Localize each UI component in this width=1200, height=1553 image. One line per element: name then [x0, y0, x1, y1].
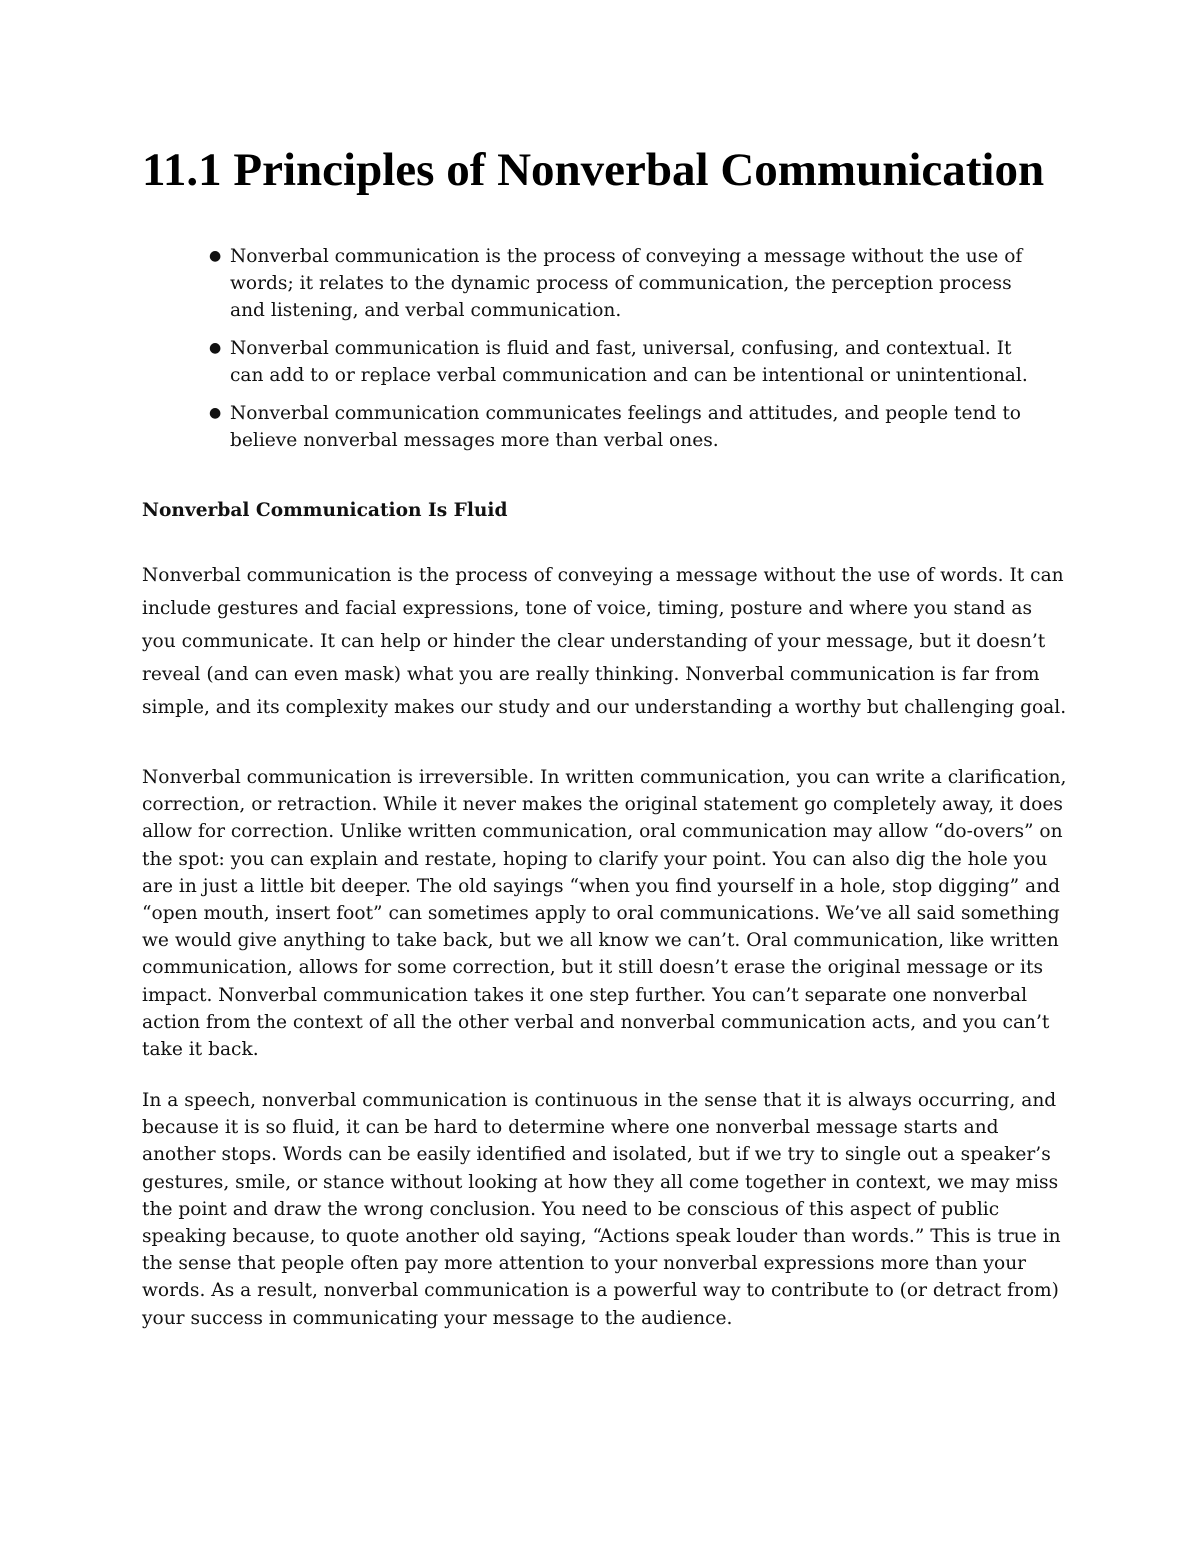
- page-title: 11.1 Principles of Nonverbal Communication: [142, 144, 1045, 196]
- bullet-text: Nonverbal communication is the process of conveying a message without the use of words; it relates to the dynamic process of communication, the perception process and listening, and verbal communication.: [230, 246, 1023, 321]
- body-paragraph: Nonverbal communication is irreversible. In written communication, you can write a clarification, correction, or retraction. While it never makes the original statement go completely away, it does allow for correction. Unlike written communication, oral communication may allow “do-overs” on the spot: you can explain and restate, hoping to clarify your point. You can also dig the hole you are in just a little bit deeper. The old sayings “when you find yourself in a hole, stop digging” and “open mouth, insert foot” can sometimes apply to oral communications. We’ve all said something we would give anything to take back, but we all know we can’t. Oral communication, like written communication, allows for some correction, but it still doesn’t erase the original message or its impact. Nonverbal communication takes it one step further. You can’t separate one nonverbal action from the context of all the other verbal and nonverbal communication acts, and you can’t take it back.: [142, 767, 1067, 1061]
- section-heading: Nonverbal Communication Is Fluid: [142, 500, 508, 521]
- bullet-icon: ●: [209, 248, 222, 264]
- bullet-text: Nonverbal communication is fluid and fast, universal, confusing, and contextual. It can add to or replace verbal communication and can be intentional or unintentional.: [230, 338, 1028, 386]
- summary-bullet: [142, 243, 1050, 324]
- summary-bullet: [142, 400, 1050, 454]
- summary-bullet-list: [142, 243, 1067, 465]
- body-paragraph: In a speech, nonverbal communication is continuous in the sense that it is always occurring, and because it is so fluid, it can be hard to determine where one nonverbal message starts and another stops. Words can be easily identified and isolated, but if we try to single out a speaker’s gestures, smile, or stance without looking at how they all come together in context, we may miss the point and draw the wrong conclusion. You need to be conscious of this aspect of public speaking because, to quote another old saying, “Actions speak louder than words.” This is true in the sense that people often pay more attention to your nonverbal expressions more than your words. As a result, nonverbal communication is a powerful way to contribute to (or detract from) your success in communicating your message to the audience.: [142, 1090, 1061, 1329]
- bullet-text: Nonverbal communication communicates feelings and attitudes, and people tend to believe nonverbal messages more than verbal ones.: [230, 403, 1021, 451]
- bullet-icon: ●: [209, 340, 222, 356]
- summary-bullet: [142, 335, 1050, 389]
- document-page: [142, 0, 1067, 1553]
- body-paragraph: Nonverbal communication is the process of conveying a message without the use of words. It can include gestures and facial expressions, tone of voice, timing, posture and where you stand as you communicate. It can help or hinder the clear understanding of your message, but it doesn’t reveal (and can even mask) what you are really thinking. Nonverbal communication is far from simple, and its complexity makes our study and our understanding a worthy but challenging goal.: [142, 565, 1067, 718]
- bullet-icon: ●: [209, 405, 222, 421]
